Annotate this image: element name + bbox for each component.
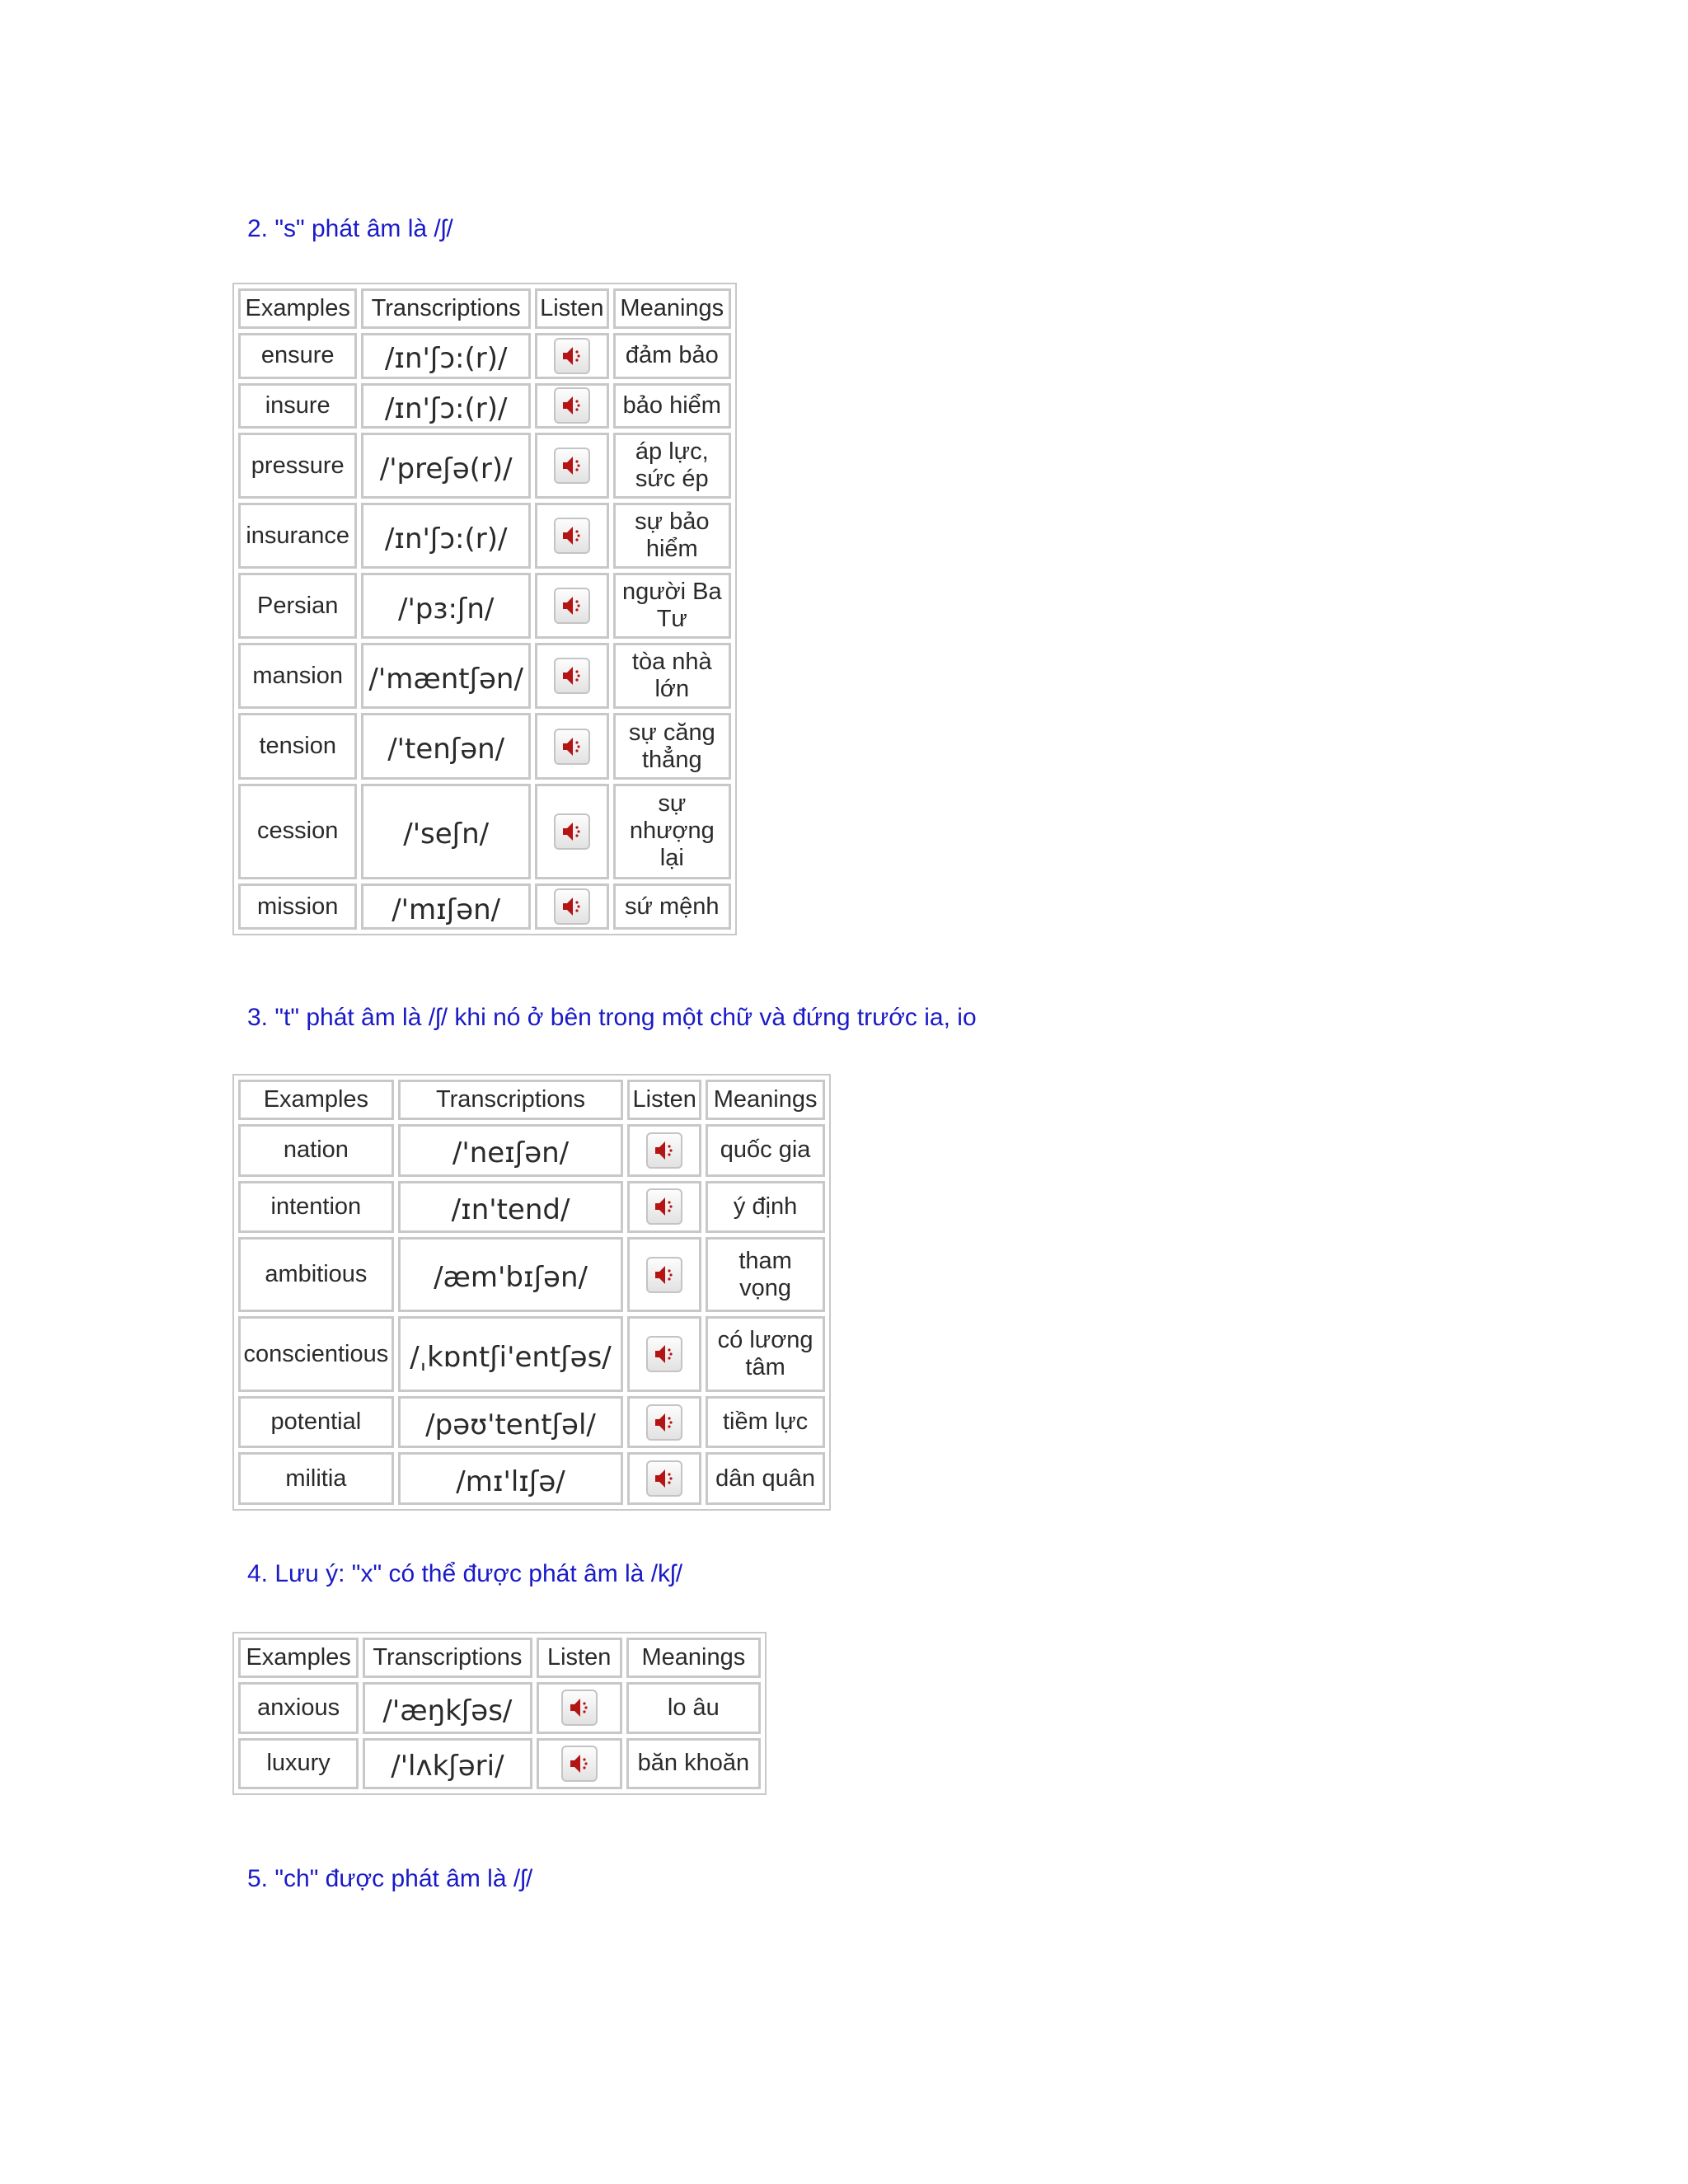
speaker-icon[interactable] [646,1132,682,1169]
transcription: /ɪn'ʃɔ:(r)/ [361,383,531,429]
example-word: insurance [238,503,357,569]
header-transcriptions: Transcriptions [361,288,531,329]
header-meanings: Meanings [626,1638,761,1678]
meaning: người Ba Tư [613,573,731,639]
header-examples: Examples [238,288,357,329]
listen-cell [535,883,609,930]
vocab-table-s [232,283,737,935]
example-word: potential [238,1396,394,1449]
meaning: tòa nhà lớn [613,643,731,709]
speaker-icon[interactable] [554,888,590,925]
speaker-icon[interactable] [554,658,590,694]
transcription: /'mɪʃən/ [361,883,531,930]
speaker-icon[interactable] [554,813,590,850]
transcription: /'neɪʃən/ [398,1124,624,1177]
example-word: mission [238,883,357,930]
speaker-icon[interactable] [646,1257,682,1293]
transcription: /'mæntʃən/ [361,643,531,709]
transcription: /ˌkɒntʃi'entʃəs/ [398,1316,624,1391]
transcription: /ɪn'ʃɔ:(r)/ [361,333,531,379]
meaning: sứ mệnh [613,883,731,930]
table-row [238,383,731,429]
example-word: intention [238,1181,394,1234]
example-word: cession [238,784,357,880]
header-examples: Examples [238,1638,359,1678]
listen-cell [627,1452,701,1505]
transcription: /ɪn'tend/ [398,1181,624,1234]
meaning: dân quân [706,1452,825,1505]
listen-cell [535,383,609,429]
table-row [238,1738,761,1790]
speaker-icon[interactable] [554,588,590,624]
header-listen: Listen [535,288,609,329]
table-row [238,433,731,499]
speaker-icon[interactable] [554,448,590,484]
meaning: tham vọng [706,1237,825,1312]
transcription: /mɪ'lɪʃə/ [398,1452,624,1505]
listen-cell [537,1738,622,1790]
table-row [238,1452,825,1505]
example-word: anxious [238,1682,359,1734]
table-row [238,713,731,779]
table-header-row [238,1080,825,1120]
table-row [238,643,731,709]
example-word: luxury [238,1738,359,1790]
meaning: lo âu [626,1682,761,1734]
listen-cell [535,643,609,709]
speaker-icon[interactable] [646,1188,682,1225]
speaker-icon[interactable] [561,1690,598,1726]
transcription: /'seʃn/ [361,784,531,880]
speaker-icon[interactable] [646,1460,682,1497]
meaning: sự căng thẳng [613,713,731,779]
listen-cell [627,1124,701,1177]
table-row [238,784,731,880]
section-3-heading: 3. "t" phát âm là /ʃ/ khi nó ở bên trong một chữ và đứng trước ia, io [247,1004,977,1031]
meaning: sự nhượng lại [613,784,731,880]
listen-cell [535,433,609,499]
header-transcriptions: Transcriptions [363,1638,532,1678]
table-row [238,503,731,569]
speaker-icon[interactable] [554,387,590,424]
header-transcriptions: Transcriptions [398,1080,624,1120]
example-word: Persian [238,573,357,639]
listen-cell [535,503,609,569]
table-row [238,1396,825,1449]
example-word: ambitious [238,1237,394,1312]
table-header-row [238,1638,761,1678]
listen-cell [535,784,609,880]
meaning: bảo hiểm [613,383,731,429]
table-row [238,1316,825,1391]
listen-cell [627,1181,701,1234]
header-meanings: Meanings [613,288,731,329]
table-row [238,1181,825,1234]
table-row [238,333,731,379]
listen-cell [627,1316,701,1391]
table-header-row [238,288,731,329]
meaning: quốc gia [706,1124,825,1177]
header-listen: Listen [537,1638,622,1678]
example-word: tension [238,713,357,779]
meaning: áp lực, sức ép [613,433,731,499]
transcription: /'lʌkʃəri/ [363,1738,532,1790]
speaker-icon[interactable] [561,1746,598,1782]
table-row [238,573,731,639]
listen-cell [537,1682,622,1734]
listen-cell [535,713,609,779]
speaker-icon[interactable] [646,1336,682,1372]
transcription: /pəʊ'tentʃəl/ [398,1396,624,1449]
speaker-icon[interactable] [646,1404,682,1441]
example-word: militia [238,1452,394,1505]
meaning: ý định [706,1181,825,1234]
example-word: ensure [238,333,357,379]
header-examples: Examples [238,1080,394,1120]
section-2-heading: 2. "s" phát âm là /ʃ/ [247,215,453,242]
speaker-icon[interactable] [554,729,590,765]
table-row [238,883,731,930]
header-listen: Listen [627,1080,701,1120]
table-row [238,1237,825,1312]
transcription: /æm'bɪʃən/ [398,1237,624,1312]
transcription: /'æŋkʃəs/ [363,1682,532,1734]
listen-cell [535,573,609,639]
transcription: /'pɜ:ʃn/ [361,573,531,639]
meaning: sự bảo hiểm [613,503,731,569]
section-5-heading: 5. "ch" được phát âm là /ʃ/ [247,1865,533,1892]
meaning: tiềm lực [706,1396,825,1449]
example-word: insure [238,383,357,429]
vocab-table-t [232,1074,831,1511]
listen-cell [627,1396,701,1449]
table-row [238,1682,761,1734]
listen-cell [535,333,609,379]
meaning: đảm bảo [613,333,731,379]
transcription: /'preʃə(r)/ [361,433,531,499]
header-meanings: Meanings [706,1080,825,1120]
transcription: /ɪn'ʃɔ:(r)/ [361,503,531,569]
listen-cell [627,1237,701,1312]
section-4-heading: 4. Lưu ý: "x" có thể được phát âm là /kʃ/ [247,1560,683,1587]
meaning: có lương tâm [706,1316,825,1391]
speaker-icon[interactable] [554,338,590,374]
vocab-table-x [232,1632,767,1795]
example-word: conscientious [238,1316,394,1391]
transcription: /'tenʃən/ [361,713,531,779]
table-row [238,1124,825,1177]
speaker-icon[interactable] [554,518,590,554]
example-word: mansion [238,643,357,709]
meaning: băn khoăn [626,1738,761,1790]
example-word: pressure [238,433,357,499]
example-word: nation [238,1124,394,1177]
